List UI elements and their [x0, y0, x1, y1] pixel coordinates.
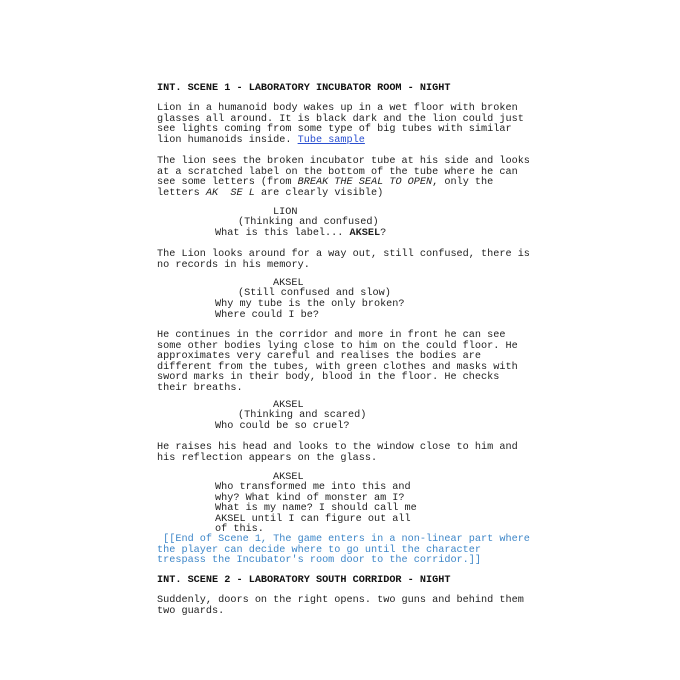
action-paragraph-4 [157, 331, 518, 395]
action-line: glasses all around. It is black dark and the lion could just [157, 113, 524, 125]
action-text: see some letters (from [157, 177, 298, 189]
dialogue-line: of this. [215, 524, 264, 536]
dialogue-line: What is my name? I should call me [215, 503, 417, 515]
action-line: He continues in the corridor and more in front he can see [157, 330, 506, 341]
action-text: , only the [432, 177, 494, 189]
character-name: AKSEL [273, 278, 304, 289]
character-name: AKSEL [273, 400, 304, 411]
action-line: He raises his head and looks to the window close to him and [157, 442, 518, 453]
action-line: see lights coming from some type of big tubes with similar [157, 124, 512, 136]
dialogue-line: Who transformed me into this and [215, 482, 411, 493]
action-paragraph-3 [157, 250, 530, 271]
dialogue-line: Why my tube is the only broken? [215, 299, 405, 310]
dialogue-line: why? What kind of monster am I? [215, 492, 405, 504]
dialogue-line [215, 229, 386, 240]
scene-heading-2: INT. SCENE 2 - LABORATORY SOUTH CORRIDOR - NIGHT [157, 575, 451, 586]
dialogue-block [215, 483, 417, 536]
action-line: different from the tubes, with green clothes and masks with [157, 361, 518, 373]
italic-phrase: AK SE L [205, 187, 255, 199]
action-line: lion humanoids inside. [157, 134, 298, 146]
action-text: letters [157, 187, 206, 199]
action-line: The Lion looks around for a way out, still confused, there is [157, 249, 530, 260]
tube-sample-link[interactable]: Tube sample [297, 134, 365, 146]
note-line: [[End of Scene 1, The game enters in a non-linear part where [157, 534, 530, 545]
action-line: two guards. [157, 605, 225, 617]
action-paragraph-6 [157, 596, 524, 617]
dialogue-text: ? [380, 228, 387, 239]
dialogue-line: Where could I be? [215, 309, 319, 321]
character-name: LION [273, 207, 298, 218]
parenthetical: (Thinking and confused) [238, 217, 379, 228]
dialogue-line: AKSEL until I can figure out all [215, 513, 411, 525]
scene-note [157, 535, 530, 567]
action-paragraph-5 [157, 443, 518, 464]
action-line: no records in his memory. [157, 259, 310, 271]
scene-heading-1: INT. SCENE 1 - LABORATORY INCUBATOR ROOM - NIGHT [157, 83, 451, 94]
character-name: AKSEL [273, 472, 304, 483]
action-paragraph-2 [157, 157, 530, 199]
bold-name: AKSEL [349, 228, 381, 239]
action-line: some other bodies lying close to him on the could floor. He [157, 340, 518, 352]
action-line: their breaths. [157, 382, 243, 394]
parenthetical: (Still confused and slow) [238, 288, 391, 299]
action-line: The lion sees the broken incubator tube at his side and looks [157, 156, 530, 167]
italic-phrase: BREAK THE SEAL TO OPEN [297, 177, 433, 189]
parenthetical: (Thinking and scared) [238, 410, 367, 421]
action-line: his reflection appears on the glass. [157, 452, 378, 464]
action-line: Lion in a humanoid body wakes up in a wet floor with broken [157, 103, 518, 114]
dialogue-block [215, 300, 405, 321]
dialogue-line: Who could be so cruel? [215, 421, 350, 432]
action-line: approximates very careful and realises the bodies are [157, 351, 482, 363]
dialogue-text: What is this label... [215, 228, 350, 239]
note-line: the player can decide where to go until the character [157, 544, 482, 556]
action-line: at a scratched label on the bottom of the tube where he can [157, 166, 518, 178]
action-line: sword marks in their body, blood in the floor. He checks [157, 372, 500, 384]
action-paragraph-1 [157, 104, 524, 146]
action-text: are clearly visible) [254, 187, 384, 199]
note-line: trespass the Incubator's room door to the corridor.]] [157, 555, 482, 567]
action-line: Suddenly, doors on the right opens. two guns and behind them [157, 595, 524, 606]
